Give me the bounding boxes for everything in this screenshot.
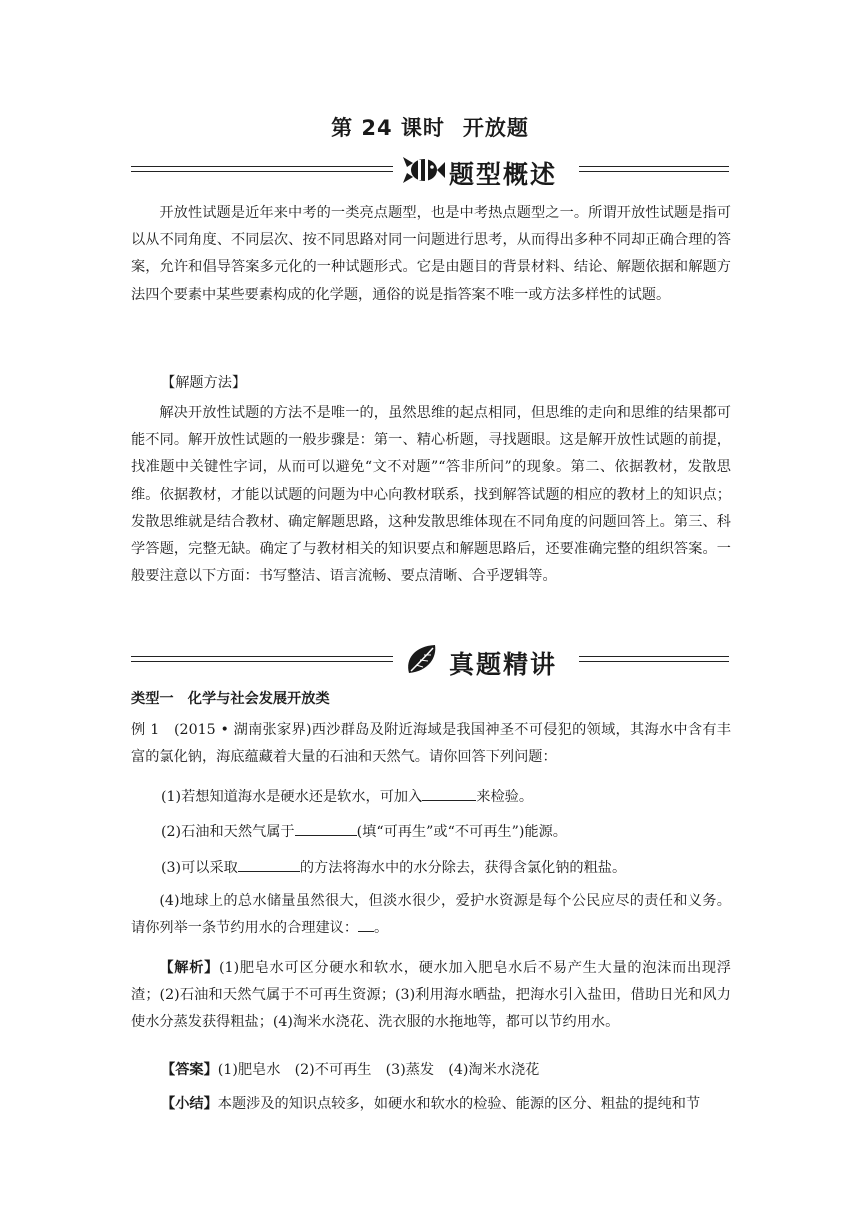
question-2-tail: (填“可再生”或“不可再生”)能源。 (356, 824, 567, 840)
answer-text: (1)肥皂水 (2)不可再生 (3)蒸发 (4)淘米水浇花 (217, 1062, 540, 1078)
summary-text: 本题涉及的知识点较多，如硬水和软水的检验、能源的区分、粗盐的提纯和节 (217, 1096, 701, 1112)
question-4 (131, 888, 731, 942)
summary-line (161, 1093, 731, 1113)
leaf-emblem-icon (401, 643, 445, 677)
overview-paragraph: 开放性试题是近年来中考的一类亮点题型，也是中考热点题型之一。所谓开放性试题是指可以从不同角度、不同层次、按不同思路对同一问题进行思考，从而得出多种不同却正确合理的答案，允许和倡导答案多元化的一种试题形式。它是由题目的背景材料、结论、解题依据和解题方法四个要素中某些要素构成的化学题，通俗的说是指答案不唯一或方法多样性的试题。 (131, 205, 731, 303)
question-3-tail: 的方法将海水中的水分除去，获得含氯化钠的粗盐。 (299, 860, 627, 876)
answer-blank (295, 823, 357, 836)
question-1 (161, 786, 731, 806)
method-paragraph: 解决开放性试题的方法不是唯一的，虽然思维的起点相同，但思维的走向和思维的结果都可能不同。解开放性试题的一般步骤是：第一、精心析题，寻找题眼。这是解开放性试题的前提，找准题中关键性字词，从而可以避免“文不对题”“答非所问”的现象。第二、依据教材，发散思维。依据教材，才能以试题的问题为中心向教材联系，找到解答试题的相应的教材上的知识点；发散思维就是结合教材、确定解题思路，这种发散思维体现在不同角度的问题回答上。第三、科学答题，完整无缺。确定了与教材相关的知识要点和解题思路后，还要准确完整的组织答案。一般要注意以下方面：书写整洁、语言流畅、要点清晰、合乎逻辑等。 (131, 405, 731, 585)
question-2 (161, 821, 731, 841)
answer-line (161, 1059, 731, 1079)
example-stem-text: 西沙群岛及附近海域是我国神圣不可侵犯的领域，其海水中含有丰富的氯化钠，海底蕴藏着大量的石油和天然气。请你回答下列问题： (131, 722, 731, 766)
section-banner-exam (131, 643, 729, 679)
answer-blank (422, 788, 476, 801)
analysis-paragraph (131, 955, 731, 1037)
answer-label: 【答案】 (161, 1062, 218, 1078)
lesson-topic: 开放题 (462, 116, 529, 140)
type-heading: 类型一 化学与社会发展开放类 (131, 691, 330, 707)
question-1-tail: 来检验。 (476, 789, 534, 805)
analysis-text: (1)肥皂水可区分硬水和软水，硬水加入肥皂水后不易产生大量的泡沫而出现浮渣；(2)石油和天然气属于不可再生资源；(3)利用海水晒盐，把海水引入盐田，借助日光和风力使水分蒸发获得粗盐；(4)淘米水浇花、洗衣服的水拖地等，都可以节约用水。 (131, 960, 731, 1031)
example-source: 例 1 (2015 • 湖南张家界) (131, 722, 312, 738)
question-4-tail: 。 (374, 920, 389, 937)
question-4-text: (4)地球上的总水储量虽然很大，但淡水很少，爱护水资源是每个公民应尽的责任和义务。请你列举一条节约用水的合理建议： (131, 893, 731, 937)
example-stem (131, 717, 731, 771)
summary-label: 【小结】 (161, 1096, 218, 1112)
question-2-text: (2)石油和天然气属于 (161, 824, 295, 840)
question-3 (161, 857, 731, 877)
method-label: 【解题方法】 (161, 375, 247, 391)
section-banner-overview (131, 153, 729, 189)
question-3-text: (3)可以采取 (161, 860, 238, 876)
divider (579, 656, 729, 662)
lesson-number: 第 24 课时 (331, 116, 445, 140)
divider (131, 656, 393, 662)
divider (579, 166, 729, 172)
answer-blank (238, 859, 300, 872)
section-heading: 题型概述 (449, 160, 558, 189)
question-1-text: (1)若想知道海水是硬水还是软水，可加入 (161, 789, 423, 805)
fish-emblem-icon (401, 153, 445, 187)
section-heading: 真题精讲 (449, 650, 558, 679)
divider (131, 166, 393, 172)
answer-blank (358, 919, 374, 932)
analysis-label: 【解析】 (159, 960, 220, 976)
page-title (0, 112, 860, 142)
